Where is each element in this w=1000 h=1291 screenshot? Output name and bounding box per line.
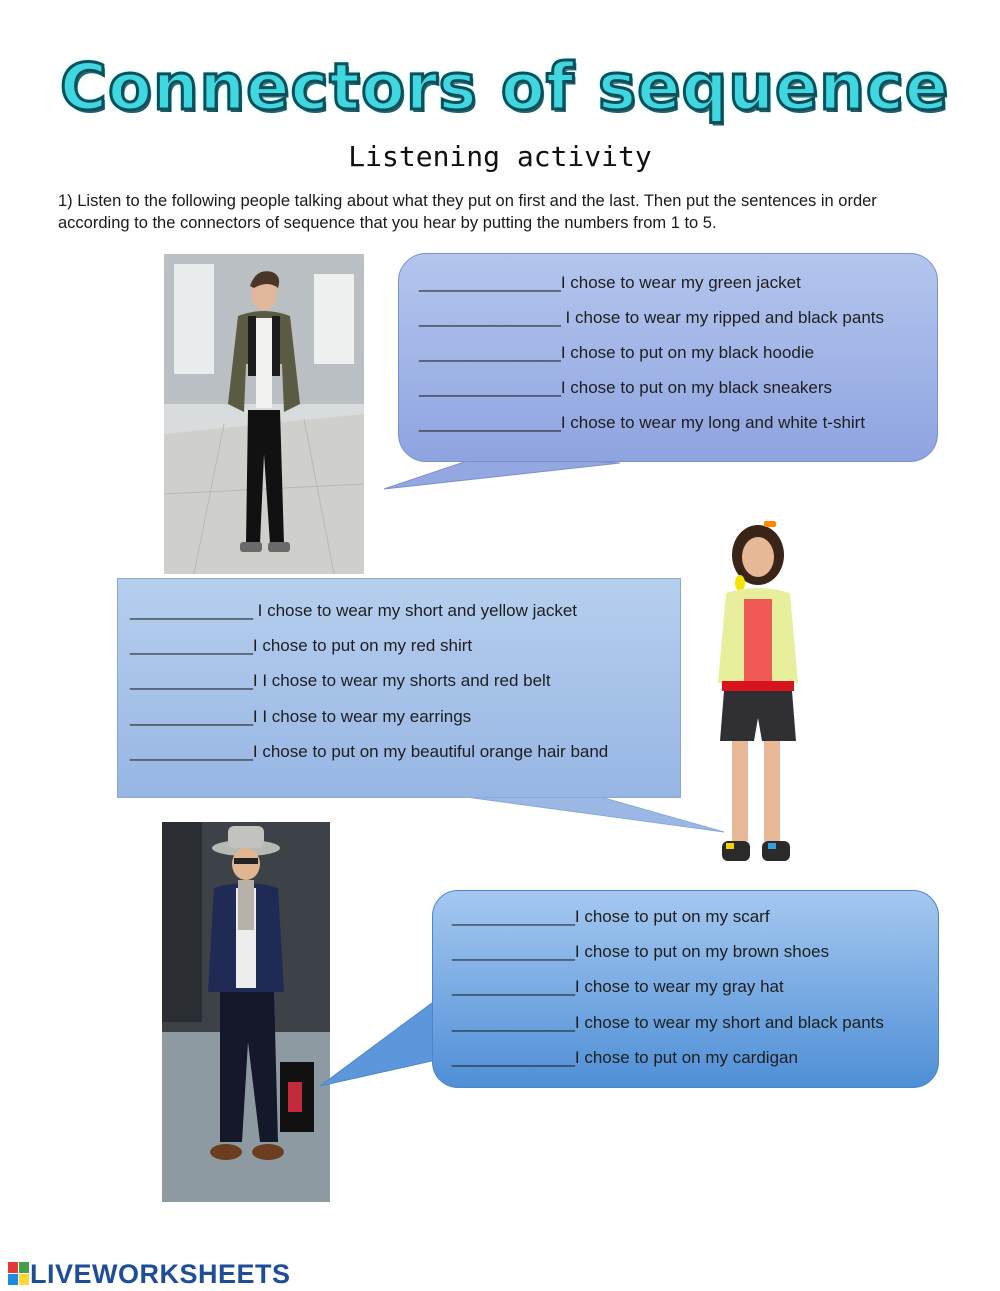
sentence-line[interactable]: _____________I chose to put on my brown shoes <box>452 942 830 961</box>
photo-man-green-jacket <box>164 254 364 574</box>
logo-text: LIVEWORKSHEETS <box>30 1258 291 1289</box>
speech-bubble-2 <box>117 578 681 798</box>
sentence-line[interactable]: _____________I I chose to wear my earrings <box>130 707 472 726</box>
activity-subtitle: Listening activity <box>348 140 652 173</box>
worksheet-title: Connectors of sequence <box>60 51 950 125</box>
instructions-text: 1) Listen to the following people talking about what they put on first and the last. Then put the sentences in order according to the connectors of sequence that you hear by putting the numbers from 1 to 5. <box>58 192 877 232</box>
bubble-tail-3 <box>316 990 446 1090</box>
sentence-line[interactable]: _____________I chose to put on my red shirt <box>130 636 473 655</box>
bubble-tail-2 <box>440 792 730 838</box>
sentence-line[interactable]: _____________I chose to put on my cardigan <box>452 1048 798 1067</box>
sentence-line[interactable]: _______________I chose to wear my green jacket <box>419 273 801 292</box>
photo-man-gray-hat <box>162 822 330 1202</box>
sentence-line[interactable]: _______________ I chose to wear my ripped and black pants <box>419 308 884 327</box>
sentence-line[interactable]: _____________I chose to put on my beautiful orange hair band <box>130 742 609 761</box>
speech-bubble-1 <box>398 253 938 462</box>
sentence-line[interactable]: _______________I chose to put on my black sneakers <box>419 378 833 397</box>
sentence-line[interactable]: _______________I chose to wear my long and white t-shirt <box>419 413 866 432</box>
sentence-line[interactable]: _____________I I chose to wear my shorts and red belt <box>130 671 551 690</box>
speech-bubble-3 <box>432 890 939 1088</box>
liveworksheets-badge-icon <box>8 1262 30 1286</box>
sentence-line[interactable]: _____________ I chose to wear my short and yellow jacket <box>130 601 577 620</box>
sentence-line[interactable]: _____________I chose to wear my short and black pants <box>452 1013 884 1032</box>
liveworksheets-logo <box>8 1258 291 1290</box>
sentence-line[interactable]: _____________I chose to put on my scarf <box>452 907 770 926</box>
sentence-line[interactable]: _______________I chose to put on my black hoodie <box>419 343 815 362</box>
sentence-line[interactable]: _____________I chose to wear my gray hat <box>452 977 784 996</box>
